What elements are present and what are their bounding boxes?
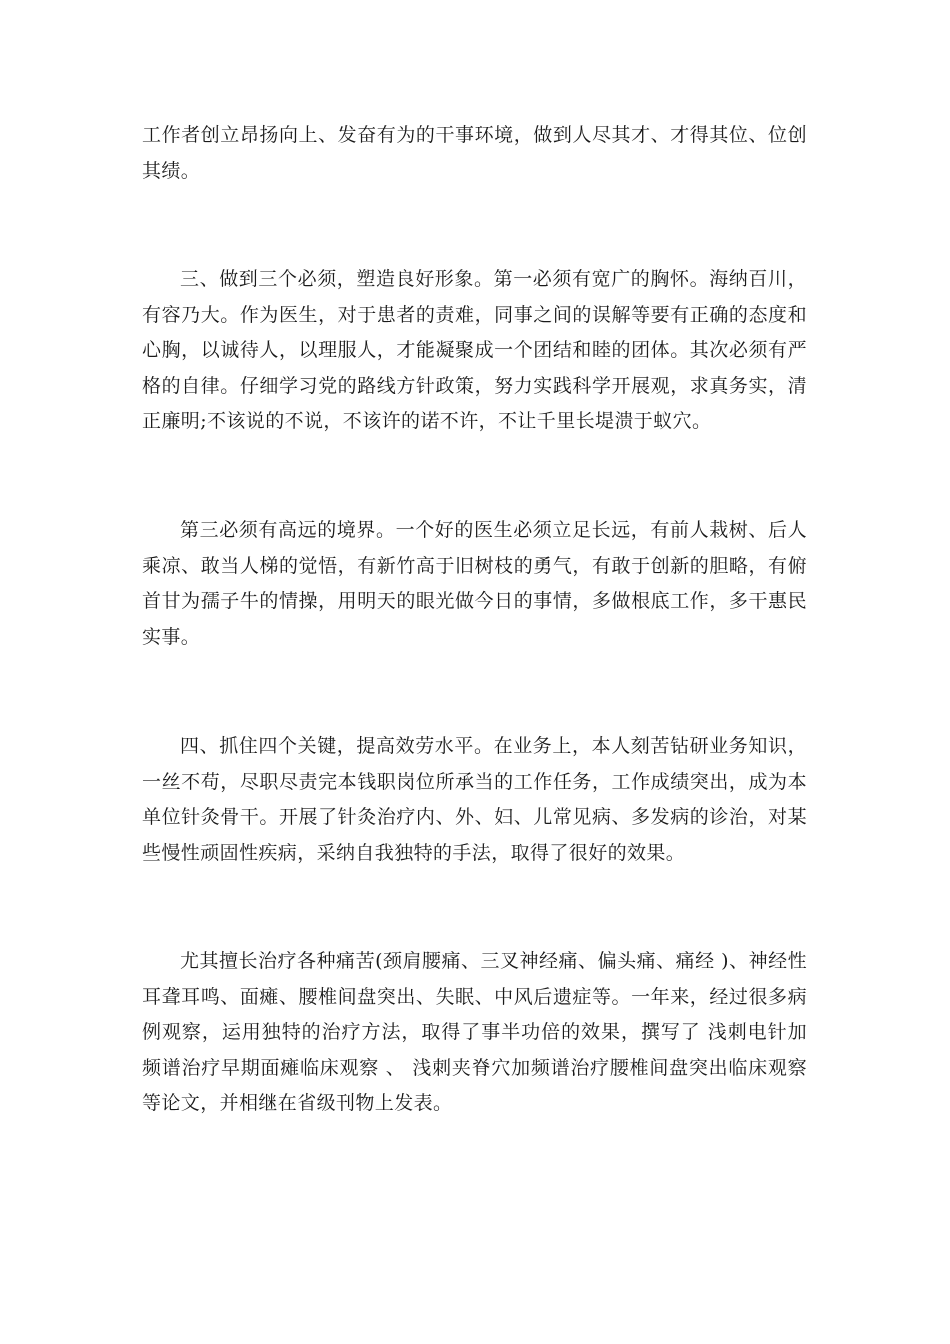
paragraph-third-must: 第三必须有高远的境界。一个好的医生必须立足长远，有前人栽树、后人乘凉、敢当人梯的觉悟，有新竹高于旧树枝的勇气，有敢于创新的胆略，有俯首甘为孺子牛的情操，用明天的眼光做今日的事情，多做根底工作，多干惠民实事。 [142,519,807,648]
paragraph-continuation: 工作者创立昂扬向上、发奋有为的干事环境，做到人尽其才、才得其位、位创其绩。 [142,124,807,182]
paragraph-specialties: 尤其擅长治疗各种痛苦(颈肩腰痛、三叉神经痛、偏头痛、痛经 )、神经性耳聋耳鸣、面瘫、腰椎间盘突出、失眠、中风后遗症等。一年来，经过很多病例观察，运用独特的治疗方法，取得了事半功倍的效果，撰写了 浅刺电针加频谱治疗早期面瘫临床观察 、 浅刺夹脊穴加频谱治疗腰椎间盘突出临床观察 等论文，并相继在省级刊物上发表。 [142,950,807,1114]
paragraph-three-musts: 三、做到三个必须，塑造良好形象。第一必须有宽广的胸怀。海纳百川，有容乃大。作为医生，对于患者的责难，同事之间的误解等要有正确的态度和心胸，以诚待人，以理服人，才能凝聚成一个团结和睦的团体。其次必须有严格的自律。仔细学习党的路线方针政策，努力实践科学开展观，求真务实，清正廉明;不该说的不说，不该许的诺不许，不让千里长堤溃于蚁穴。 [142,268,807,432]
paragraph-four-keys: 四、抓住四个关键，提高效劳水平。在业务上，本人刻苦钻研业务知识，一丝不苟，尽职尽责完本钱职岗位所承当的工作任务，工作成绩突出，成为本单位针灸骨干。开展了针灸治疗内、外、妇、儿常见病、多发病的诊治，对某些慢性顽固性疾病，采纳自我独特的手法，取得了很好的效果。 [142,735,807,864]
